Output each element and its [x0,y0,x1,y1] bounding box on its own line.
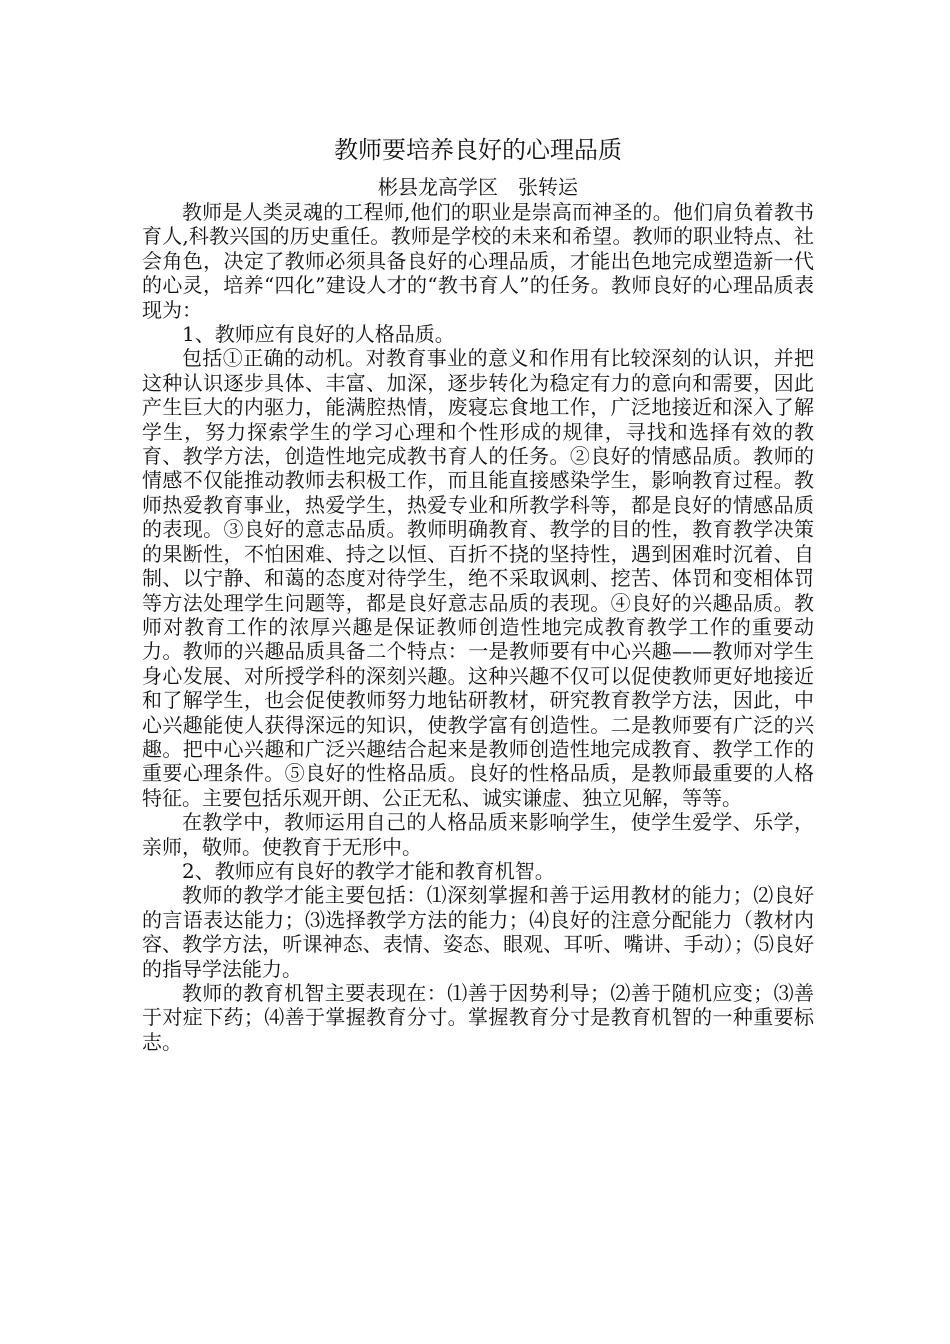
paragraph-influence: 在教学中，教师运用自己的人格品质来影响学生，使学生爱学、乐学，亲师，敬师。使教育于无形中。 [142,810,814,859]
paragraph-teaching-ability: 教师的教学才能主要包括：⑴深刻掌握和善于运用教材的能力；⑵良好的言语表达能力；⑶选择教学方法的能力；⑷良好的注意分配能力（教材内容、教学方法，听课神态、表情、姿态、眼观、耳听、嘴讲、手动）；⑸良好的指导学法能力。 [142,883,814,981]
document-title: 教师要培养良好的心理品质 [334,136,622,164]
document-page [142,130,814,1054]
section-heading-teaching: 2、教师应有良好的教学才能和教育机智。 [182,858,555,883]
paragraph-teaching-wit: 教师的教育机智主要表现在：⑴善于因势利导；⑵善于随机应变；⑶善于对症下药；⑷善于掌握教育分寸。掌握教育分寸是教育机智的一种重要标志。 [142,981,814,1054]
author-line [142,174,814,200]
paragraph-personality: 包括①正确的动机。对教育事业的意义和作用有比较深刻的认识，并把这种认识逐步具体、丰富、加深，逐步转化为稳定有力的意向和需要，因此产生巨大的内驱力，能满腔热情，废寝忘食地工作，广泛地接近和深入了解学生，努力探索学生的学习心理和个性形成的规律，寻找和选择有效的教育、教学方法，创造性地完成教书育人的任务。②良好的情感品质。教师的情感不仅能推动教师去积极工作，而且能直接感染学生，影响教育过程。教师热爱教育事业，热爱学生，热爱专业和所教学科等，都是良好的情感品质的表现。③良好的意志品质。教师明确教育、教学的目的性，教育教学决策的果断性，不怕困难、持之以恒、百折不挠的坚持性，遇到困难时沉着、自制、以宁静、和蔼的态度对待学生，绝不采取讽刺、挖苦、体罚和变相体罚等方法处理学生问题等，都是良好意志品质的表现。④良好的兴趣品质。教师对教育工作的浓厚兴趣是保证教师创造性地完成教育教学工作的重要动力。教师的兴趣品质具备二个特点：一是教师要有中心兴趣——教师对学生身心发展、对所授学科的深刻兴趣。这种兴趣不仅可以促使教师更好地接近和了解学生，也会促使教师努力地钻研教材，研究教育教学方法，因此，中心兴趣能使人获得深远的知识，使教学富有创造性。二是教师要有广泛的兴趣。把中心兴趣和广泛兴趣结合起来是教师创造性地完成教育、教学工作的重要心理条件。⑤良好的性格品质。良好的性格品质，是教师最重要的人格特征。主要包括乐观开朗、公正无私、诚实谦虚、独立见解，等等。 [142,346,814,810]
paragraph-intro: 教师是人类灵魂的工程师,他们的职业是崇高而神圣的。他们肩负着教书育人,科教兴国的历史重任。教师是学校的未来和希望。教师的职业特点、社会角色，决定了教师必须具备良好的心理品质，才能出色地完成塑造新一代的心灵，培养“四化”建设人才的“教书育人”的任务。教师良好的心理品质表现为： [142,200,814,322]
author-school: 彬县龙高学区 [378,175,498,199]
section-heading-personality: 1、教师应有良好的人格品质。 [182,322,455,347]
author-name: 张转运 [518,175,578,199]
